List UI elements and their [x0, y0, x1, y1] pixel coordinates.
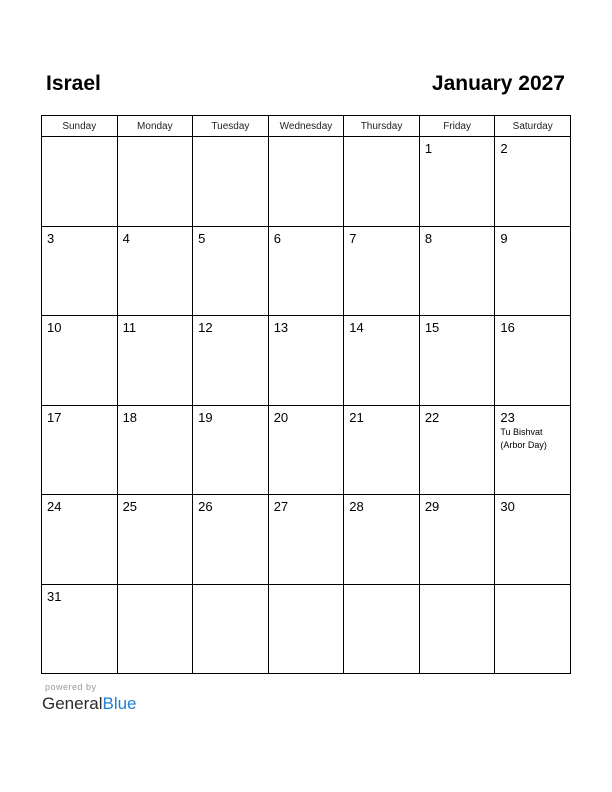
day-cell	[419, 584, 495, 674]
day-cell	[419, 226, 495, 316]
day-number: 11	[122, 320, 137, 335]
day-number: 30	[500, 499, 515, 514]
day-number: 16	[500, 320, 515, 335]
day-cell	[193, 584, 269, 674]
day-number	[344, 585, 419, 590]
day-number: 4	[122, 230, 130, 246]
day-cell	[117, 495, 193, 585]
day-cell	[419, 405, 495, 495]
day-number: 23	[500, 409, 515, 425]
day-number	[193, 585, 268, 590]
day-number: 9	[500, 230, 508, 246]
weekday-header: Sunday	[42, 116, 118, 137]
day-cell	[268, 226, 344, 316]
week-row	[42, 137, 571, 227]
brand-name-blue: Blue	[102, 694, 137, 713]
day-number: 13	[273, 320, 289, 335]
day-number: 17	[47, 409, 62, 425]
day-cell	[193, 226, 269, 316]
day-cell	[117, 584, 193, 674]
day-number	[269, 585, 344, 590]
day-number: 31	[47, 588, 62, 604]
day-cell	[344, 495, 420, 585]
day-cell	[193, 137, 269, 227]
day-cell	[268, 405, 344, 495]
holiday-label: (Arbor Day)	[500, 439, 547, 450]
weekday-header: Tuesday	[193, 116, 269, 137]
day-cell	[495, 316, 571, 406]
day-cell	[42, 495, 118, 585]
week-row	[42, 584, 571, 674]
day-number	[420, 585, 495, 590]
day-number: 2	[500, 141, 508, 156]
day-cell	[42, 405, 118, 495]
day-cell	[495, 495, 571, 585]
day-cell	[495, 584, 571, 674]
day-number: 8	[424, 230, 433, 246]
day-number	[269, 137, 344, 142]
day-number: 10	[47, 320, 62, 335]
calendar-grid	[41, 115, 571, 674]
day-number: 27	[273, 499, 289, 514]
day-cell	[193, 316, 269, 406]
day-number	[344, 137, 419, 142]
day-cell	[495, 137, 571, 227]
day-number: 15	[424, 320, 440, 335]
day-number	[42, 137, 117, 142]
day-cell	[117, 137, 193, 227]
day-number: 7	[349, 230, 357, 246]
day-number: 12	[198, 320, 213, 335]
day-number: 24	[47, 499, 62, 514]
day-number: 22	[424, 409, 440, 425]
day-cell	[344, 137, 420, 227]
day-cell	[419, 316, 495, 406]
country-title: Israel	[46, 72, 101, 95]
weekday-header: Wednesday	[268, 116, 344, 137]
day-cell	[495, 226, 571, 316]
day-cell	[419, 137, 495, 227]
day-cell	[193, 405, 269, 495]
day-cell	[42, 226, 118, 316]
day-cell	[268, 316, 344, 406]
day-number	[118, 585, 193, 590]
weekday-header-row	[42, 116, 571, 137]
day-number	[193, 137, 268, 142]
weekday-header: Friday	[419, 116, 495, 137]
day-cell	[344, 405, 420, 495]
day-number: 28	[349, 499, 364, 514]
week-row	[42, 495, 571, 585]
day-cell	[117, 226, 193, 316]
day-cell	[42, 584, 118, 674]
week-row	[42, 226, 571, 316]
day-cell	[268, 137, 344, 227]
day-number	[495, 585, 570, 590]
brand-name-general: General	[42, 694, 103, 713]
day-cell	[344, 226, 420, 316]
day-cell	[268, 584, 344, 674]
weekday-header: Monday	[117, 116, 193, 137]
day-cell	[42, 137, 118, 227]
day-cell	[344, 584, 420, 674]
month-title: January 2027	[431, 72, 565, 95]
day-cell	[42, 316, 118, 406]
day-number: 1	[424, 141, 433, 156]
day-number: 25	[122, 499, 138, 514]
weekday-header: Saturday	[495, 116, 571, 137]
week-row	[42, 405, 571, 495]
day-number: 3	[47, 230, 55, 246]
day-number: 29	[424, 499, 440, 514]
day-cell	[344, 316, 420, 406]
powered-by-label: powered by	[45, 682, 97, 692]
day-cell	[117, 316, 193, 406]
brand-logo[interactable]	[42, 693, 137, 715]
day-number: 21	[349, 409, 364, 425]
holiday-label: Tu Bishvat	[500, 426, 543, 437]
day-cell	[117, 405, 193, 495]
day-cell-holiday	[495, 405, 571, 495]
day-number: 6	[273, 230, 281, 246]
day-number: 26	[198, 499, 213, 514]
day-number: 14	[349, 320, 364, 335]
day-number: 20	[273, 409, 289, 425]
week-row	[42, 316, 571, 406]
day-number	[118, 137, 193, 142]
weekday-header: Thursday	[344, 116, 420, 137]
day-cell	[193, 495, 269, 585]
day-number: 18	[122, 409, 138, 425]
day-number: 5	[198, 230, 206, 246]
day-number: 19	[198, 409, 213, 425]
day-cell	[268, 495, 344, 585]
day-cell	[419, 495, 495, 585]
